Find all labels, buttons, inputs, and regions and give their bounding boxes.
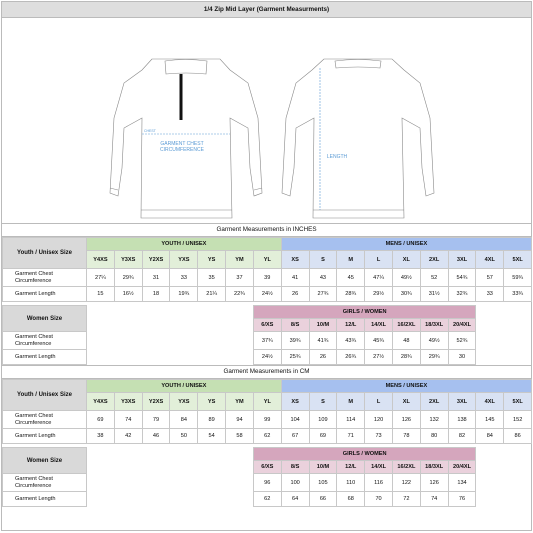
row-label: Garment Length <box>3 350 87 365</box>
size-cell: YL <box>253 251 281 269</box>
front-view-sketch <box>110 59 262 218</box>
table-row <box>3 492 532 507</box>
value-cell: 105 <box>309 474 337 492</box>
size-cell: S <box>309 251 337 269</box>
size-cell: 5XL <box>504 393 532 411</box>
value-cell: 58 <box>226 429 254 444</box>
women-size-cell: 12/L <box>337 319 365 332</box>
value-cell: 38 <box>87 429 115 444</box>
row-label: Garment Chest Circumference <box>3 474 87 492</box>
size-cell: XL <box>392 251 420 269</box>
size-cell: L <box>365 393 393 411</box>
value-cell: 82 <box>448 429 476 444</box>
size-cell: Y4XS <box>87 393 115 411</box>
size-cell: YXS <box>170 251 198 269</box>
size-cell: YS <box>198 393 226 411</box>
value-cell: 76 <box>448 492 476 507</box>
value-cell: 59¾ <box>504 269 532 287</box>
value-cell: 116 <box>365 474 393 492</box>
value-cell: 72 <box>392 492 420 507</box>
value-cell: 24½ <box>253 350 281 365</box>
value-cell: 29½ <box>365 287 393 302</box>
value-cell: 43¾ <box>337 332 365 350</box>
value-cell: 19¾ <box>170 287 198 302</box>
value-cell: 42 <box>114 429 142 444</box>
value-cell: 74 <box>114 411 142 429</box>
women-size-cell: 20/4XL <box>448 319 476 332</box>
value-cell: 29¾ <box>114 269 142 287</box>
mens-header: MENS / UNISEX <box>281 238 531 251</box>
size-cell: 3XL <box>448 393 476 411</box>
women-size-label: Women Size <box>3 306 87 332</box>
value-cell: 96 <box>253 474 281 492</box>
value-cell: 37¾ <box>253 332 281 350</box>
value-cell: 54¾ <box>448 269 476 287</box>
table-row <box>3 269 532 287</box>
value-cell: 120 <box>365 411 393 429</box>
women-size-cell: 6/XS <box>253 319 281 332</box>
value-cell: 41¾ <box>309 332 337 350</box>
table-row <box>3 411 532 429</box>
garment-drawings <box>2 18 531 224</box>
value-cell: 110 <box>337 474 365 492</box>
women-size-cell: 12/L <box>337 461 365 474</box>
value-cell: 94 <box>226 411 254 429</box>
value-cell: 99 <box>253 411 281 429</box>
value-cell: 15 <box>87 287 115 302</box>
size-cell: YS <box>198 251 226 269</box>
women-size-cell: 16/2XL <box>392 461 420 474</box>
value-cell: 152 <box>504 411 532 429</box>
value-cell: 26 <box>309 350 337 365</box>
value-cell: 64 <box>281 492 309 507</box>
size-cell: YL <box>253 393 281 411</box>
value-cell: 27½ <box>365 350 393 365</box>
value-cell: 39 <box>253 269 281 287</box>
women-size-cell: 14/XL <box>365 319 393 332</box>
size-cell: Y2XS <box>142 393 170 411</box>
size-cell: Y2XS <box>142 251 170 269</box>
row-label: Garment Chest Circumference <box>3 269 87 287</box>
women-size-cell: 10/M <box>309 319 337 332</box>
size-cell: XS <box>281 251 309 269</box>
value-cell: 74 <box>420 492 448 507</box>
spec-sheet <box>1 1 532 531</box>
value-cell: 28¾ <box>392 350 420 365</box>
women-size-cell: 18/3XL <box>420 319 448 332</box>
youth-unisex-size-label: Youth / Unisex Size <box>3 380 87 411</box>
women-size-cell: 16/2XL <box>392 319 420 332</box>
value-cell: 57 <box>476 269 504 287</box>
value-cell: 49½ <box>392 269 420 287</box>
girls-header: GIRLS / WOMEN <box>253 306 476 319</box>
table-row <box>3 474 532 492</box>
value-cell: 47¼ <box>365 269 393 287</box>
value-cell: 69 <box>309 429 337 444</box>
value-cell: 79 <box>142 411 170 429</box>
value-cell: 25¾ <box>281 350 309 365</box>
value-cell: 41 <box>281 269 309 287</box>
value-cell: 138 <box>448 411 476 429</box>
value-cell: 28¾ <box>337 287 365 302</box>
value-cell: 68 <box>337 492 365 507</box>
inches-table <box>2 237 532 365</box>
row-label: Garment Length <box>3 492 87 507</box>
value-cell: 80 <box>420 429 448 444</box>
value-cell: 37 <box>226 269 254 287</box>
size-cell: Y3XS <box>114 251 142 269</box>
size-cell: 3XL <box>448 251 476 269</box>
value-cell: 24½ <box>253 287 281 302</box>
size-cell: 2XL <box>420 251 448 269</box>
women-size-cell: 10/M <box>309 461 337 474</box>
women-size-cell: 18/3XL <box>420 461 448 474</box>
value-cell: 30 <box>448 350 476 365</box>
youth-header: YOUTH / UNISEX <box>87 238 282 251</box>
women-size-label: Women Size <box>3 448 87 474</box>
women-size-cell: 6/XS <box>253 461 281 474</box>
value-cell: 46 <box>142 429 170 444</box>
row-label: Garment Chest Circumference <box>3 332 87 350</box>
size-cell: S <box>309 393 337 411</box>
value-cell: 69 <box>87 411 115 429</box>
size-cell: 4XL <box>476 251 504 269</box>
size-cell: M <box>337 251 365 269</box>
size-cell: 2XL <box>420 393 448 411</box>
row-label: Garment Length <box>3 429 87 444</box>
value-cell: 66 <box>309 492 337 507</box>
value-cell: 86 <box>504 429 532 444</box>
size-cell: Y3XS <box>114 393 142 411</box>
chest-small-label: CHEST <box>144 129 156 133</box>
value-cell: 31 <box>142 269 170 287</box>
value-cell: 145 <box>476 411 504 429</box>
value-cell: 52¾ <box>448 332 476 350</box>
value-cell: 33 <box>170 269 198 287</box>
women-size-cell: 20/4XL <box>448 461 476 474</box>
value-cell: 109 <box>309 411 337 429</box>
size-cell: Y4XS <box>87 251 115 269</box>
value-cell: 32¾ <box>448 287 476 302</box>
size-cell: YM <box>226 393 254 411</box>
value-cell: 104 <box>281 411 309 429</box>
value-cell: 70 <box>365 492 393 507</box>
value-cell: 84 <box>476 429 504 444</box>
girls-header: GIRLS / WOMEN <box>253 448 476 461</box>
value-cell: 30¾ <box>392 287 420 302</box>
value-cell: 48 <box>392 332 420 350</box>
value-cell: 27¾ <box>309 287 337 302</box>
cm-table <box>2 379 532 507</box>
youth-unisex-size-label: Youth / Unisex Size <box>3 238 87 269</box>
inches-heading: Garment Measurements in INCHES <box>2 224 531 237</box>
youth-header: YOUTH / UNISEX <box>87 380 282 393</box>
value-cell: 39¾ <box>281 332 309 350</box>
value-cell: 73 <box>365 429 393 444</box>
back-view-sketch <box>282 59 434 218</box>
value-cell: 35 <box>198 269 226 287</box>
women-size-cell: 14/XL <box>365 461 393 474</box>
mens-header: MENS / UNISEX <box>281 380 531 393</box>
length-label: LENGTH <box>326 154 348 160</box>
size-cell: XL <box>392 393 420 411</box>
row-label: Garment Length <box>3 287 87 302</box>
chest-label-2: CIRCUMFERENCE <box>160 147 204 153</box>
size-cell: 4XL <box>476 393 504 411</box>
value-cell: 78 <box>392 429 420 444</box>
size-cell: YXS <box>170 393 198 411</box>
value-cell: 45¾ <box>365 332 393 350</box>
value-cell: 50 <box>170 429 198 444</box>
chest-label-1: GARMENT CHEST <box>160 141 204 147</box>
value-cell: 62 <box>253 492 281 507</box>
value-cell: 132 <box>420 411 448 429</box>
table-row <box>3 287 532 302</box>
value-cell: 26¾ <box>337 350 365 365</box>
value-cell: 84 <box>170 411 198 429</box>
table-row <box>3 350 532 365</box>
value-cell: 54 <box>198 429 226 444</box>
value-cell: 62 <box>253 429 281 444</box>
cm-heading: Garment Measurements in CM <box>2 365 531 379</box>
value-cell: 33¾ <box>504 287 532 302</box>
value-cell: 126 <box>392 411 420 429</box>
value-cell: 67 <box>281 429 309 444</box>
value-cell: 22¾ <box>226 287 254 302</box>
size-cell: M <box>337 393 365 411</box>
size-cell: 5XL <box>504 251 532 269</box>
value-cell: 114 <box>337 411 365 429</box>
size-cell: YM <box>226 251 254 269</box>
table-row <box>3 332 532 350</box>
value-cell: 16½ <box>114 287 142 302</box>
value-cell: 134 <box>448 474 476 492</box>
table-row <box>3 429 532 444</box>
value-cell: 49½ <box>420 332 448 350</box>
value-cell: 21¼ <box>198 287 226 302</box>
size-cell: XS <box>281 393 309 411</box>
value-cell: 52 <box>420 269 448 287</box>
value-cell: 27¼ <box>87 269 115 287</box>
women-size-cell: 8/S <box>281 461 309 474</box>
garment-sketch <box>2 18 531 223</box>
size-cell: L <box>365 251 393 269</box>
women-size-cell: 8/S <box>281 319 309 332</box>
value-cell: 89 <box>198 411 226 429</box>
value-cell: 29¾ <box>420 350 448 365</box>
value-cell: 122 <box>392 474 420 492</box>
value-cell: 45 <box>337 269 365 287</box>
value-cell: 26 <box>281 287 309 302</box>
value-cell: 100 <box>281 474 309 492</box>
value-cell: 33 <box>476 287 504 302</box>
value-cell: 43 <box>309 269 337 287</box>
row-label: Garment Chest Circumference <box>3 411 87 429</box>
value-cell: 126 <box>420 474 448 492</box>
value-cell: 18 <box>142 287 170 302</box>
value-cell: 71 <box>337 429 365 444</box>
value-cell: 31½ <box>420 287 448 302</box>
page-title: 1/4 Zip Mid Layer (Garment Measurments) <box>2 2 531 18</box>
